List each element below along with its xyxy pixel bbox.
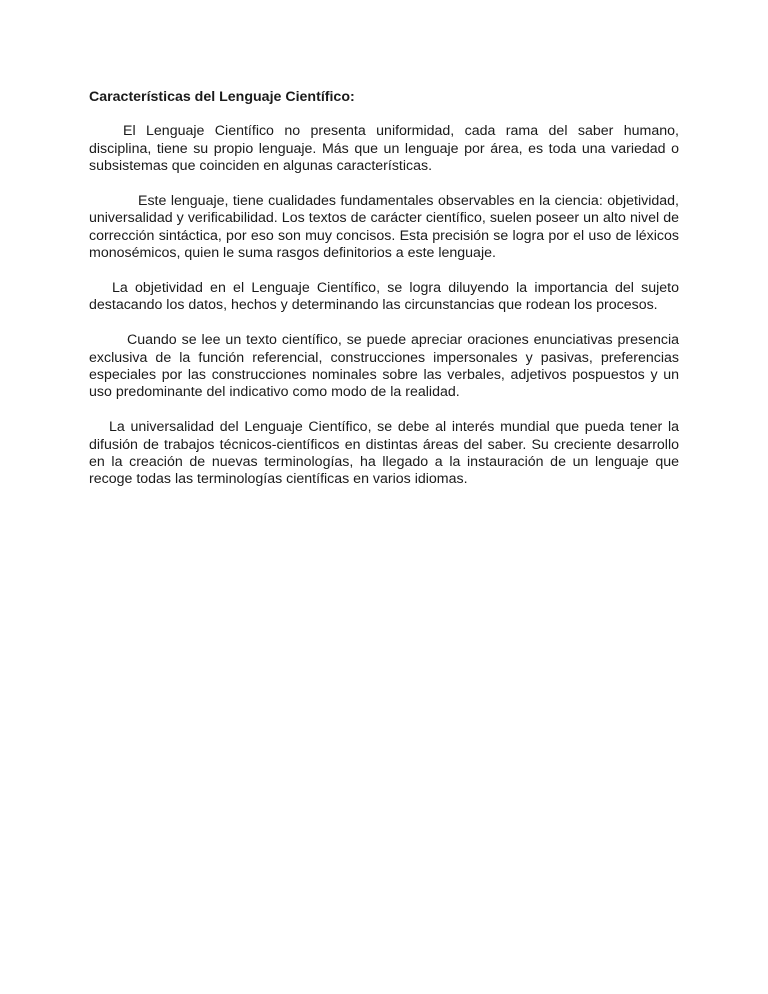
paragraph: La objetividad en el Lenguaje Científico, se logra diluyendo la importancia del sujeto destacando los datos, hechos y determinando las circunstancias que rodean los procesos. — [89, 280, 679, 314]
document-title: Características del Lenguaje Científico: — [89, 89, 355, 105]
document-body — [89, 89, 679, 506]
paragraph: La universalidad del Lenguaje Científico, se debe al interés mundial que pueda tener la difusión de trabajos técnicos-científicos en distintas áreas del saber. Su creciente desarrollo en la creación de nuevas terminologías, ha llegado a la instauración de un lenguaje que recoge todas las terminologías científicas en varios idiomas. — [89, 419, 679, 488]
paragraph: Este lenguaje, tiene cualidades fundamentales observables en la ciencia: objetividad, universalidad y verificabilidad. Los textos de carácter científico, suelen poseer un alto nivel de corrección sintáctica, por eso son muy concisos. Esta precisión se logra por el uso de léxicos monosémicos, quien le suma rasgos definitorios a este lenguaje. — [89, 193, 679, 262]
paragraph: Cuando se lee un texto científico, se puede apreciar oraciones enunciativas presencia exclusiva de la función referencial, construcciones impersonales y pasivas, preferencias especiales por las construcciones nominales sobre las verbales, adjetivos pospuestos y un uso predominante del indicativo como modo de la realidad. — [89, 332, 679, 401]
paragraph: El Lenguaje Científico no presenta uniformidad, cada rama del saber humano, disciplina, tiene su propio lenguaje. Más que un lenguaje por área, es toda una variedad o subsistemas que coinciden en algunas características. — [89, 123, 679, 175]
